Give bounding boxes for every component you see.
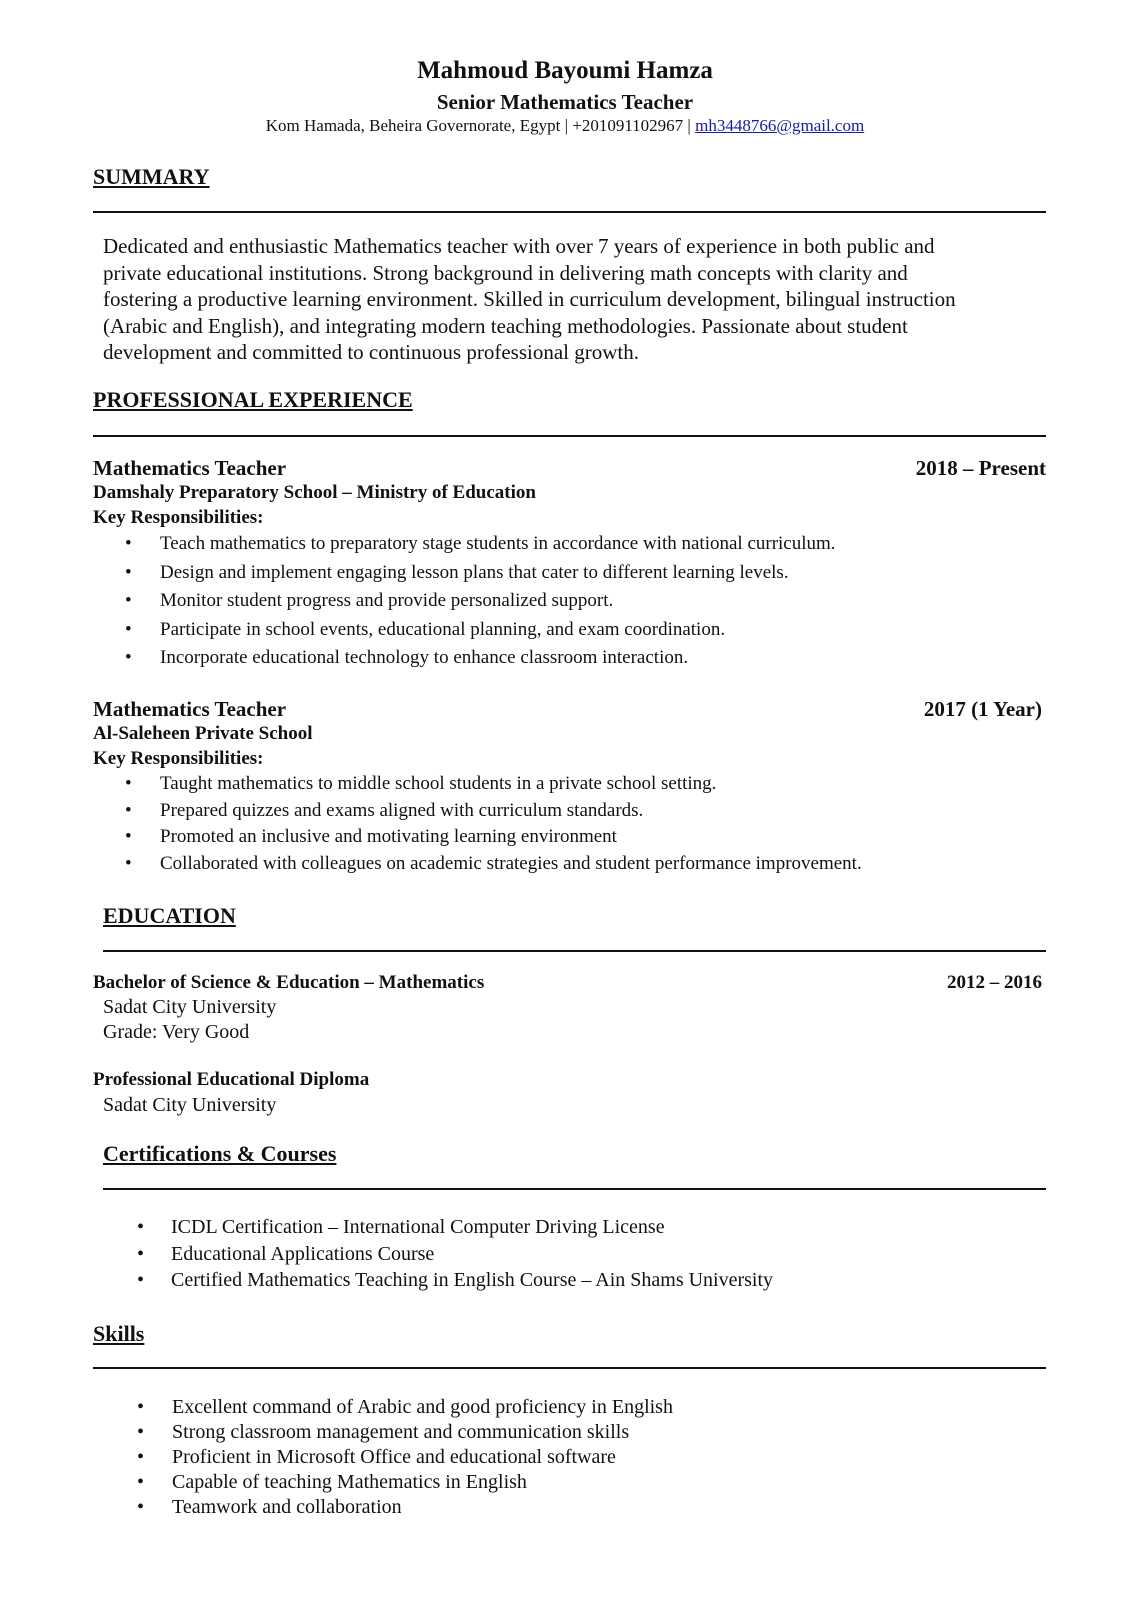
list-item: • Monitor student progress and provide personalized support. bbox=[125, 590, 614, 611]
skills-list bbox=[137, 1396, 1037, 1521]
degree-school: Sadat City University bbox=[103, 996, 277, 1018]
list-item: • Excellent command of Arabic and good proficiency in English bbox=[137, 1396, 673, 1418]
job-responsibilities bbox=[125, 533, 1025, 676]
list-item: • ICDL Certification – International Computer Driving License bbox=[137, 1216, 665, 1238]
list-item: • Educational Applications Course bbox=[137, 1242, 435, 1265]
list-item: • Incorporate educational technology to enhance classroom interaction. bbox=[125, 647, 689, 668]
certifications-heading: Certifications & Courses bbox=[103, 1141, 337, 1166]
responsibilities-label: Key Responsibilities: bbox=[93, 507, 264, 528]
skills-divider bbox=[93, 1367, 1046, 1369]
degree-grade: Grade: Very Good bbox=[103, 1021, 250, 1043]
job-dates: 2018 – Present bbox=[915, 456, 1046, 480]
summary-line: development and committed to continuous professional growth. bbox=[103, 340, 639, 364]
education-heading: EDUCATION bbox=[103, 903, 236, 928]
list-item: • Prepared quizzes and exams aligned with curriculum standards. bbox=[125, 799, 644, 821]
contact-line bbox=[0, 116, 1130, 136]
job-responsibilities bbox=[125, 773, 1045, 879]
summary-heading: SUMMARY bbox=[93, 164, 210, 189]
summary-line: Dedicated and enthusiastic Mathematics teacher with over 7 years of experience in both public and bbox=[103, 234, 935, 258]
job-title: Mathematics Teacher bbox=[93, 697, 287, 721]
list-item: • Participate in school events, educational planning, and exam coordination. bbox=[125, 618, 726, 640]
list-item: • Certified Mathematics Teaching in English Course – Ain Shams University bbox=[137, 1269, 774, 1291]
summary-divider bbox=[93, 211, 1046, 213]
responsibilities-label: Key Responsibilities: bbox=[93, 748, 264, 769]
summary-text bbox=[103, 233, 1043, 366]
email-link[interactable]: mh3448766@gmail.com bbox=[695, 116, 865, 135]
list-item: • Proficient in Microsoft Office and educational software bbox=[137, 1446, 616, 1468]
degree-title: Bachelor of Science & Education – Mathematics bbox=[93, 972, 485, 993]
list-item: • Teamwork and collaboration bbox=[137, 1496, 402, 1518]
diploma-school: Sadat City University bbox=[103, 1094, 277, 1116]
diploma-title: Professional Educational Diploma bbox=[93, 1069, 370, 1090]
contact-details: Kom Hamada, Beheira Governorate, Egypt | +201091102967 | bbox=[265, 116, 696, 135]
job-organization: Al-Saleheen Private School bbox=[93, 723, 313, 744]
summary-line: private educational institutions. Strong background in delivering math concepts with clarity and bbox=[103, 260, 908, 285]
job-title: Mathematics Teacher bbox=[93, 456, 287, 480]
certifications-list bbox=[137, 1216, 1037, 1296]
candidate-title: Senior Mathematics Teacher bbox=[436, 90, 694, 114]
skills-heading: Skills bbox=[93, 1321, 145, 1346]
certifications-divider bbox=[103, 1188, 1046, 1190]
list-item: • Collaborated with colleagues on academic strategies and student performance improvement. bbox=[125, 852, 862, 874]
education-divider bbox=[103, 950, 1046, 952]
list-item: • Design and implement engaging lesson plans that cater to different learning levels. bbox=[125, 561, 789, 583]
list-item: • Strong classroom management and communication skills bbox=[137, 1421, 630, 1443]
list-item: • Promoted an inclusive and motivating learning environment bbox=[125, 826, 617, 847]
experience-heading: PROFESSIONAL EXPERIENCE bbox=[93, 387, 413, 412]
candidate-name: Mahmoud Bayoumi Hamza bbox=[417, 57, 713, 84]
summary-line: (Arabic and English), and integrating modern teaching methodologies. Passionate about student bbox=[103, 313, 908, 338]
degree-dates: 2012 – 2016 bbox=[947, 972, 1042, 993]
job-organization: Damshaly Preparatory School – Ministry of Education bbox=[93, 482, 536, 503]
list-item: • Teach mathematics to preparatory stage students in accordance with national curriculum. bbox=[125, 533, 836, 554]
list-item: • Capable of teaching Mathematics in English bbox=[137, 1471, 527, 1493]
experience-divider bbox=[93, 435, 1046, 437]
job-dates: 2017 (1 Year) bbox=[923, 697, 1042, 721]
list-item: • Taught mathematics to middle school students in a private school setting. bbox=[125, 773, 717, 794]
summary-line: fostering a productive learning environment. Skilled in curriculum development, bilingual instruction bbox=[103, 287, 956, 311]
